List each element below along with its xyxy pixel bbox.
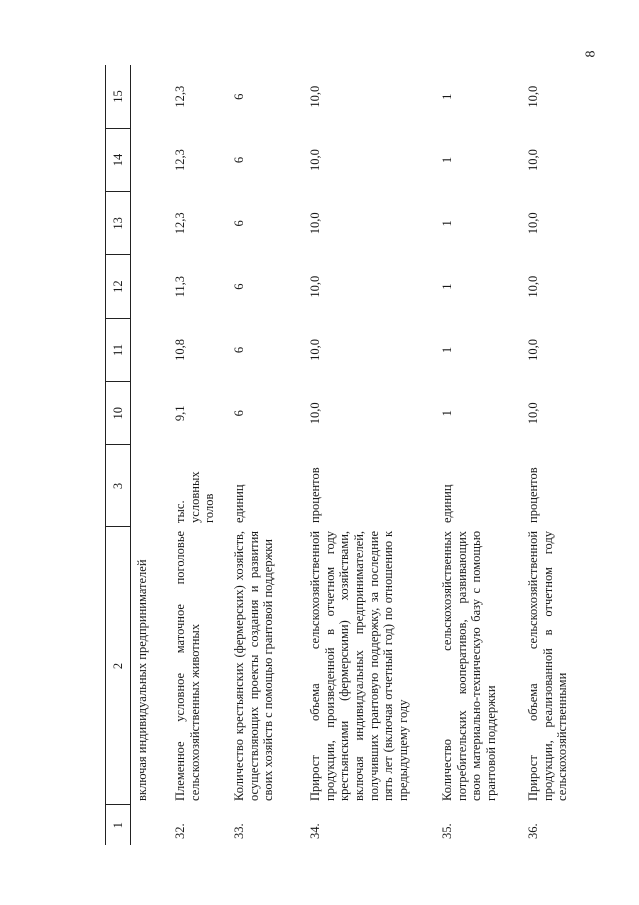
row-number: 34. — [308, 823, 322, 839]
value-cell: 10,0 — [526, 85, 540, 108]
header-cell: 15 — [106, 65, 131, 128]
value-cell: 10,0 — [308, 339, 322, 361]
unit-cell: единиц — [232, 484, 246, 523]
indicator-name: Племенное условное маточное поголовье сельскохозяйственных животных — [173, 530, 202, 801]
value-cell — [131, 192, 170, 255]
indicator-name: Количество сельскохозяйственных потребительских кооперативов, развивающих свою материально-техническую базу с помощью грантовой поддержки — [440, 530, 498, 801]
value-cell — [131, 128, 170, 191]
value-cell: 1 — [440, 346, 454, 354]
unit-cell: тыс. условных голов — [173, 471, 217, 523]
value-cell: 10,0 — [308, 212, 322, 235]
unit-cell: процентов — [526, 467, 540, 523]
value-cell: 10,0 — [308, 275, 322, 298]
value-cell: 10,0 — [526, 275, 540, 298]
row-number: 32. — [173, 823, 187, 839]
value-cell — [131, 255, 170, 318]
indicator-name: Прирост объема сельскохозяйственной продукции, реализованной в отчетном году сельскохозяйственными — [526, 530, 570, 801]
value-cell: 1 — [440, 410, 454, 417]
indicator-name: включая индивидуальных предпринимателей — [135, 559, 149, 801]
table-row — [522, 65, 586, 845]
header-cell: 12 — [106, 255, 131, 318]
value-cell: 1 — [440, 220, 454, 227]
header-cell: 11 — [106, 318, 131, 381]
unit-cell — [131, 445, 170, 527]
header-row — [106, 65, 131, 845]
row-number — [131, 805, 170, 845]
value-cell: 6 — [232, 93, 246, 100]
header-cell: 2 — [106, 527, 131, 805]
value-cell: 10,0 — [308, 149, 322, 171]
table-row — [131, 65, 170, 845]
table-row — [228, 65, 304, 845]
value-cell: 6 — [232, 346, 246, 354]
value-cell — [131, 65, 170, 128]
value-cell: 12,3 — [173, 149, 187, 171]
indicator-name: Прирост объема сельскохозяйственной продукции, произведенной в отчетном году крестьянскими (фермерскими) хозяйствами, включая индивидуальных предпринимателей, получивших грантовую поддержку, за последние пять лет (включая отчетный год) по отношению к предыдущему году — [308, 530, 410, 801]
value-cell: 10,0 — [526, 402, 540, 425]
unit-cell: процентов — [308, 467, 322, 523]
value-cell: 10,0 — [308, 85, 322, 108]
value-cell: 6 — [232, 220, 246, 227]
value-cell: 6 — [232, 410, 246, 417]
value-cell: 10,0 — [526, 212, 540, 235]
header-cell: 3 — [106, 445, 131, 527]
header-cell: 14 — [106, 128, 131, 191]
value-cell: 9,1 — [173, 405, 187, 422]
value-cell: 1 — [440, 156, 454, 164]
value-cell: 10,0 — [526, 149, 540, 171]
indicator-name: Количество крестьянских (фермерских) хозяйств, осуществляющих проекты создания и развития своих хозяйств с помощью грантовой поддержки — [232, 530, 276, 801]
row-number: 35. — [440, 823, 454, 839]
table-row — [436, 65, 522, 845]
table-body — [131, 65, 587, 845]
value-cell: 6 — [232, 156, 246, 164]
value-cell: 12,3 — [173, 85, 187, 108]
header-cell: 10 — [106, 382, 131, 445]
value-cell: 6 — [232, 283, 246, 290]
indicators-table — [105, 65, 586, 845]
row-number: 33. — [232, 823, 246, 839]
value-cell: 12,3 — [173, 212, 187, 235]
table-row — [304, 65, 436, 845]
page-number: 8 — [583, 50, 599, 58]
header-cell: 1 — [106, 805, 131, 845]
value-cell: 11,3 — [173, 275, 187, 298]
table-header — [106, 65, 131, 845]
unit-cell: единиц — [440, 484, 454, 523]
value-cell — [131, 318, 170, 381]
rotated-table-container — [105, 65, 639, 845]
value-cell: 10,0 — [308, 402, 322, 425]
header-cell: 13 — [106, 192, 131, 255]
value-cell: 1 — [440, 283, 454, 290]
row-number: 36. — [526, 823, 540, 839]
value-cell — [131, 382, 170, 445]
value-cell: 10,8 — [173, 339, 187, 361]
table-row — [169, 65, 228, 845]
value-cell: 10,0 — [526, 339, 540, 361]
value-cell: 1 — [440, 93, 454, 100]
